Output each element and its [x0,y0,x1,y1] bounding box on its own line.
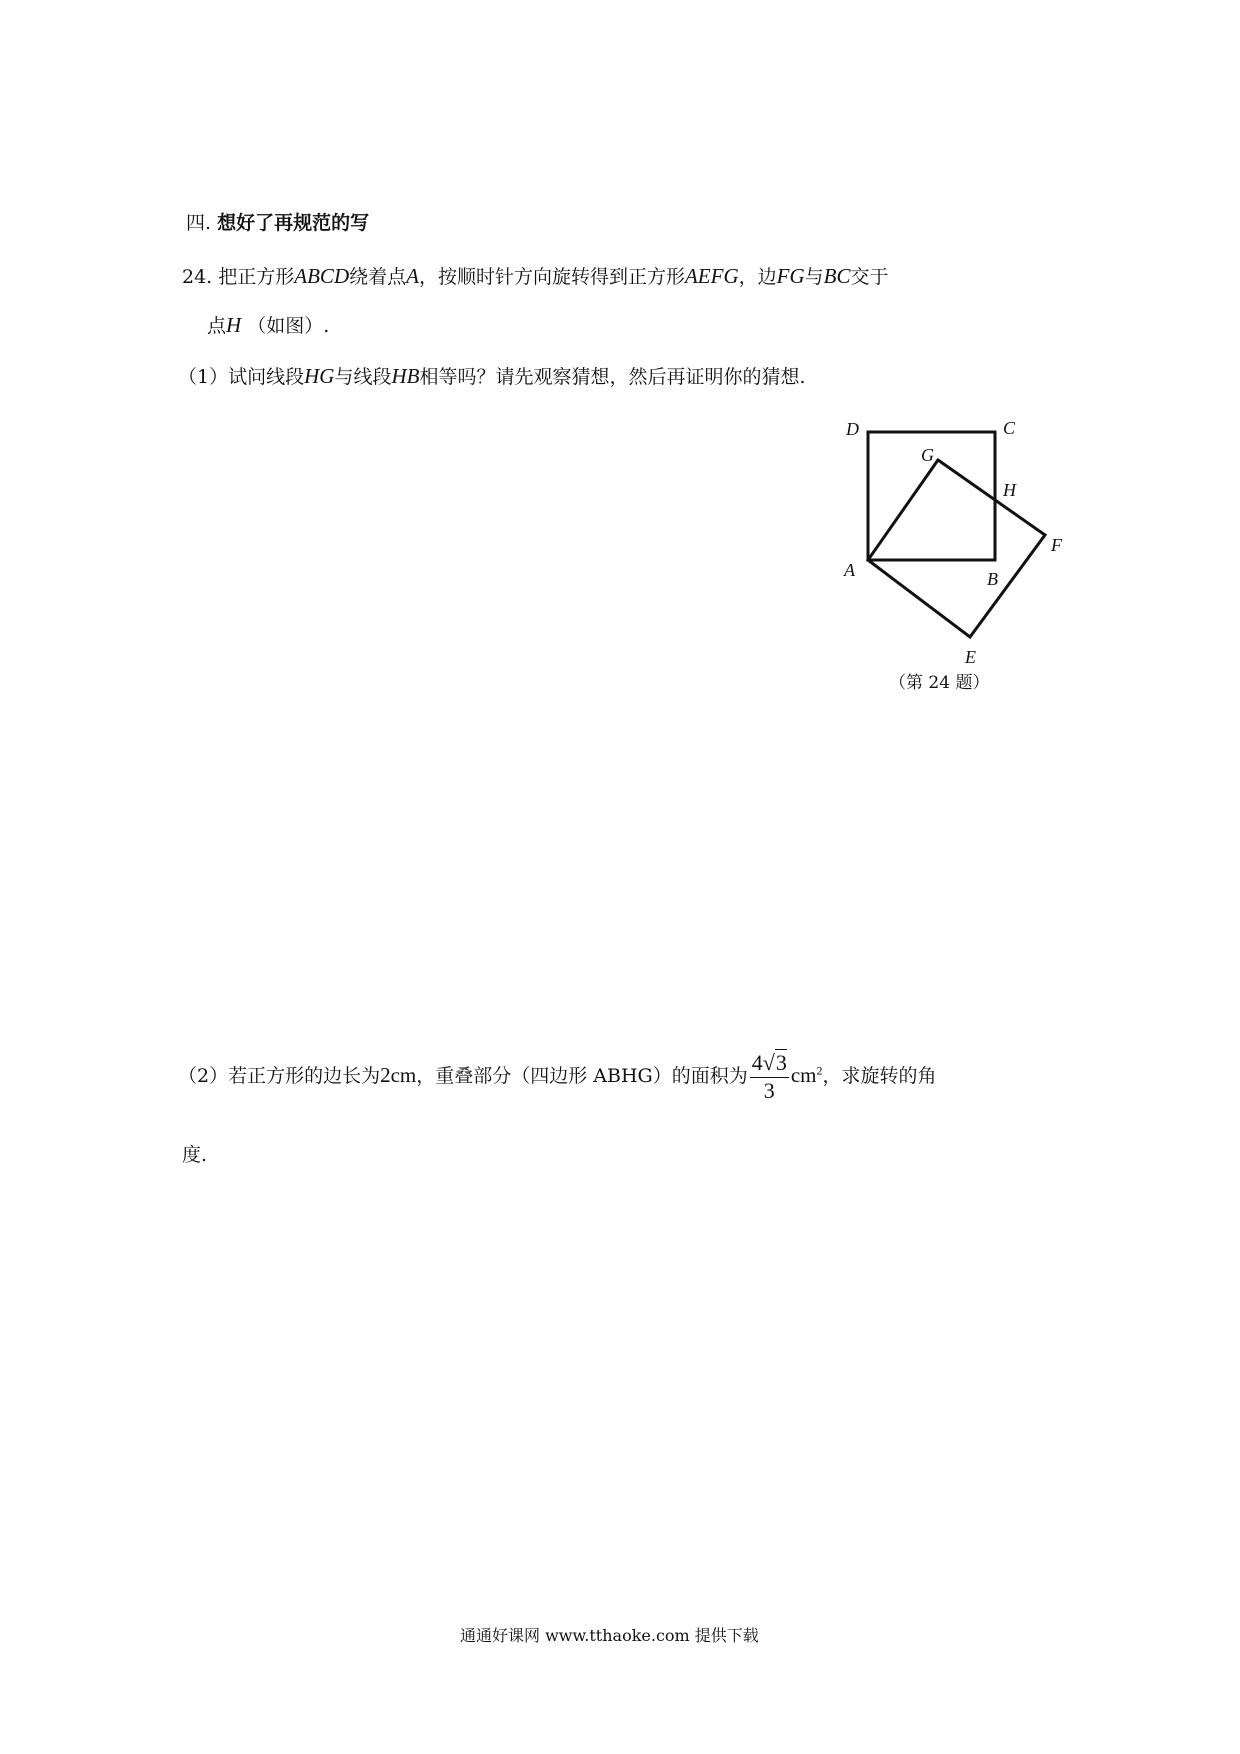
problem-number: 24. [182,266,213,288]
area-unit-exponent: 2 [816,1063,823,1078]
label-g: G [921,445,934,465]
segment-bc: BC [823,264,851,288]
figure-caption: （第 24 题） [889,673,990,693]
section-title: 想好了再规范的写 [217,212,370,234]
footer-note: 通通好课网 www.tthaoke.com 提供下载 [460,1626,759,1645]
side-length: 2cm [380,1063,417,1087]
fraction-radicand: 3 [775,1050,787,1075]
question-1-label: （1） [178,366,229,388]
square-abcd: ABCD [294,264,350,288]
segment-hg: HG [304,364,335,388]
section-number: 四. [186,212,212,234]
label-e: E [965,647,976,667]
label-b: B [987,569,998,589]
label-a: A [844,560,855,580]
fraction-denominator: 3 [763,1078,775,1103]
question-1: （1）试问线段HG与线段HB相等吗？请先观察猜想，然后再证明你的猜想. [178,364,806,388]
label-c: C [1003,418,1016,438]
question-2-label: （2） [178,1065,229,1087]
problem-statement-line2: 点H （如图）. [207,313,330,337]
fraction-coefficient: 4 [751,1050,763,1075]
point-h: H [226,313,242,337]
label-f: F [1051,535,1062,555]
question-2-line1: （2）若正方形的边长为2cm，重叠部分（四边形 ABHG）的面积为 $\frac{4√3}{3}$ $cm^2$，求旋转的角 [178,1050,937,1103]
geometry-figure [830,405,1090,695]
section-heading [186,208,369,235]
square-aefg: AEFG [684,264,739,288]
square-aefg-shape [868,460,1045,637]
segment-fg: FG [776,264,805,288]
label-h: H [1003,480,1016,500]
area-unit: cm [790,1063,817,1087]
segment-hb: HB [391,364,420,388]
question-2-line2: 度. [182,1144,208,1166]
area-fraction: $\frac{4√3}{3}$ [751,1050,787,1103]
problem-statement-line1: 24. 把正方形ABCD绕着点A，按顺时针方向旋转得到正方形AEFG，边FG与BC交于 [182,264,889,288]
label-d: D [846,419,859,439]
point-a: A [406,264,419,288]
